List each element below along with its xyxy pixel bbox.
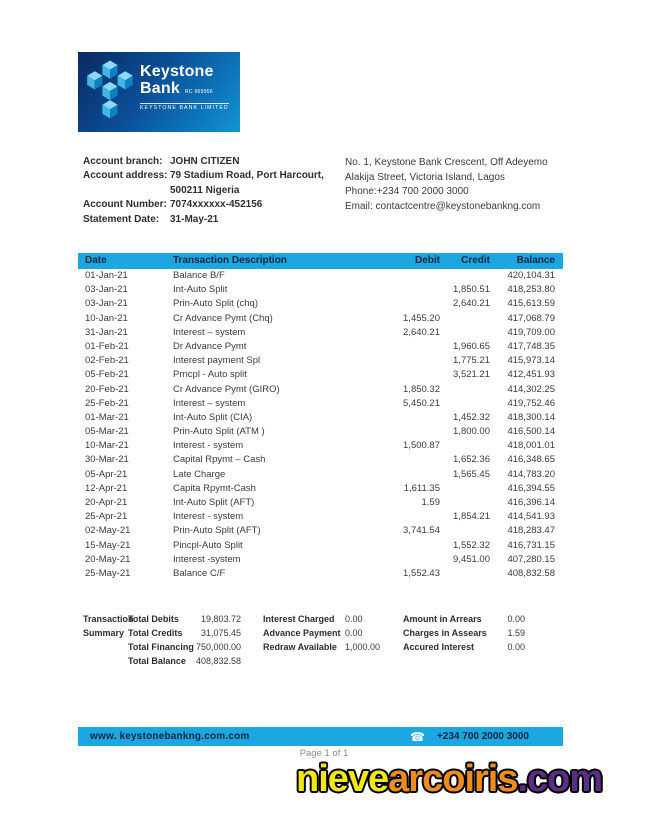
- cell-credit: 9,451.00: [453, 553, 490, 565]
- logo-subtitle: KEYSTONE BANK LIMITED: [140, 105, 229, 111]
- account-field-value: 7074xxxxxx-452156: [170, 199, 263, 211]
- summary-value: 31,075.45: [200, 628, 241, 638]
- watermark-part2: arcoiris: [388, 758, 518, 800]
- column-header-date: Date: [85, 255, 107, 266]
- bank-contact-line: No. 1, Keystone Bank Crescent, Off Adeyemo: [345, 157, 548, 168]
- page-indicator: Page 1 of 1: [299, 748, 349, 759]
- table-row: [78, 496, 563, 510]
- cell-debit: [348, 283, 440, 297]
- cell-description: Cr Advance Pymt (Chq): [173, 312, 273, 324]
- cell-balance: 416,500.14: [507, 426, 555, 438]
- cell-description: Prin-Auto Split (ATM ): [173, 426, 265, 438]
- summary-value: 408,832.58: [195, 656, 241, 666]
- cell-credit: [440, 269, 490, 283]
- cell-date: 10-Jan-21: [85, 312, 128, 324]
- cell-date: 12-Apr-21: [85, 482, 128, 494]
- cell-debit: [348, 340, 440, 354]
- transaction-table: [78, 253, 563, 581]
- cell-description: Prncpl - Auto split: [173, 369, 247, 381]
- footer-website: www. keystonebankng.com.com: [90, 731, 250, 742]
- transaction-table-header: [78, 253, 563, 269]
- cell-credit: [440, 439, 490, 453]
- cell-balance: 420,104.31: [507, 270, 555, 281]
- table-row: [78, 482, 563, 496]
- cell-credit: [440, 567, 490, 581]
- cell-date: 25-Apr-21: [85, 511, 128, 523]
- account-field-value: JOHN CITIZEN: [170, 156, 240, 167]
- account-field-label: Account Number:: [83, 199, 167, 211]
- cell-balance: 415,613.59: [507, 298, 555, 310]
- cell-date: 30-Mar-21: [85, 454, 129, 466]
- cell-description: Dr Advance Pymt: [173, 340, 247, 352]
- cell-date: 01-Jan-21: [85, 270, 128, 281]
- keystone-bank-logo: [78, 52, 240, 132]
- cell-date: 01-Feb-21: [85, 340, 129, 352]
- cell-description: Cr Advance Pymt (GIRO): [173, 383, 280, 395]
- cell-credit: 1,565.45: [453, 468, 490, 480]
- transaction-table-body: [78, 269, 563, 581]
- table-row: [78, 453, 563, 467]
- cell-debit: 5,450.21: [403, 397, 440, 409]
- watermark-part3: .com: [517, 758, 603, 800]
- cell-description: Interest payment Spl: [173, 355, 261, 367]
- cell-date: 25-Feb-21: [85, 397, 129, 409]
- summary-label: Advance Payment: [263, 628, 341, 638]
- cell-credit: 1,452.32: [453, 411, 490, 423]
- summary-value: 19,803.72: [200, 614, 241, 624]
- table-row: [78, 567, 563, 581]
- cell-debit: [348, 425, 440, 439]
- cell-debit: 1,455.20: [403, 312, 440, 324]
- bank-contact-line: Email: contactcentre@keystonebankng.com: [345, 200, 541, 212]
- telephone-icon: ☎: [410, 729, 425, 744]
- summary-value: 1.59: [507, 628, 525, 638]
- summary-title: Transaction Summary: [83, 614, 134, 638]
- summary-row: [403, 612, 525, 626]
- cell-date: 05-Apr-21: [85, 468, 128, 480]
- summary-middle-column: [263, 612, 395, 654]
- watermark-part1: nieve: [296, 758, 389, 800]
- account-field-value: 79 Stadium Road, Port Harcourt,: [170, 170, 324, 182]
- table-row: [78, 524, 563, 538]
- cell-credit: 1,960.65: [453, 340, 490, 352]
- cell-balance: 418,300.14: [507, 411, 555, 423]
- account-field-label: Account address:: [83, 170, 168, 182]
- column-header-credit: Credit: [461, 255, 490, 266]
- cell-description: Capita Rpymt-Cash: [173, 482, 256, 494]
- summary-row: [128, 626, 241, 640]
- cell-debit: [348, 297, 440, 311]
- summary-value: 0.00: [507, 642, 525, 652]
- summary-row: [128, 654, 241, 668]
- table-row: [78, 283, 563, 297]
- cell-description: Interest - system: [173, 440, 244, 452]
- account-field-label: Statement Date:: [83, 213, 160, 225]
- table-row: [78, 411, 563, 425]
- summary-label: Accured Interest: [403, 642, 475, 652]
- table-row: [78, 383, 563, 397]
- cell-date: 02-Feb-21: [85, 355, 129, 367]
- cell-balance: 416,348.65: [507, 454, 555, 466]
- cell-date: 31-Jan-21: [85, 326, 128, 338]
- cell-description: Int-Auto Split: [173, 284, 228, 296]
- cell-date: 01-Mar-21: [85, 411, 129, 423]
- cell-description: Pincpl-Auto Split: [173, 539, 243, 551]
- cell-description: Late Charge: [173, 468, 226, 480]
- cell-balance: 407,280.15: [507, 553, 555, 565]
- cell-balance: 414,541.93: [507, 511, 555, 523]
- summary-row: [128, 640, 241, 654]
- cell-credit: 1,552.32: [453, 539, 490, 551]
- cell-balance: 417,748.35: [507, 340, 555, 352]
- cell-balance: 414,783.20: [507, 468, 555, 480]
- table-row: [78, 269, 563, 283]
- logo-rc-number: RC 969956: [184, 89, 213, 95]
- account-info-row: [83, 184, 343, 198]
- account-info-row: [83, 155, 343, 169]
- cell-credit: 1,652.36: [453, 454, 490, 466]
- summary-row: [263, 626, 395, 640]
- table-row: [78, 340, 563, 354]
- cell-date: 10-Mar-21: [85, 440, 129, 452]
- cell-balance: 418,001.01: [507, 440, 555, 452]
- cell-debit: [348, 510, 440, 524]
- table-row: [78, 297, 563, 311]
- cell-credit: 1,854.21: [453, 511, 490, 523]
- cell-credit: 1,800.00: [453, 426, 490, 438]
- summary-label: Total Balance: [128, 656, 186, 666]
- cell-debit: 2,640.21: [403, 326, 440, 338]
- cell-description: Interest -system: [173, 553, 241, 565]
- table-row: [78, 425, 563, 439]
- footer-bar: [78, 727, 563, 746]
- table-row: [78, 439, 563, 453]
- cell-description: Capital Rpymt – Cash: [173, 454, 266, 466]
- cell-balance: 414,302.25: [507, 383, 555, 395]
- account-field-label: [83, 184, 170, 198]
- cell-balance: 419,752.46: [507, 397, 555, 409]
- cell-description: Interest - system: [173, 511, 244, 523]
- cell-credit: [440, 524, 490, 538]
- cell-credit: [440, 312, 490, 326]
- column-header-description: Transaction Description: [173, 255, 287, 266]
- cell-balance: 416,396.14: [507, 497, 555, 508]
- table-row: [78, 312, 563, 326]
- cell-date: 03-Jan-21: [85, 284, 128, 296]
- cell-balance: 408,832.58: [507, 567, 555, 579]
- cell-description: Interest – system: [173, 326, 246, 338]
- cell-balance: 419,709.00: [507, 326, 555, 338]
- summary-row: [403, 640, 525, 654]
- summary-right-column: [403, 612, 525, 654]
- account-field-value: 31-May-21: [170, 213, 219, 225]
- keystone-logo-cubes-icon: [82, 59, 138, 123]
- account-info-row: [83, 213, 343, 227]
- cell-description: Balance B/F: [173, 270, 225, 281]
- cell-debit: 1,552.43: [403, 567, 440, 579]
- cell-balance: 416,394.55: [507, 482, 555, 494]
- cell-date: 15-May-21: [85, 539, 131, 551]
- bank-contact-line: Phone:+234 700 2000 3000: [345, 186, 469, 198]
- cell-description: Balance C/F: [173, 567, 226, 579]
- summary-label: Total Financing: [128, 642, 194, 652]
- table-row: [78, 468, 563, 482]
- summary-row: [403, 626, 525, 640]
- cell-date: 05-Mar-21: [85, 426, 129, 438]
- cell-credit: 1,775.21: [453, 355, 490, 367]
- cell-description: Interest – system: [173, 397, 246, 409]
- summary-value: 750,000.00: [195, 642, 241, 652]
- account-field-value: 500211 Nigeria: [170, 184, 240, 196]
- account-info-row: [83, 169, 343, 183]
- summary-row: [128, 612, 241, 626]
- cell-date: 20-May-21: [85, 553, 131, 565]
- cell-debit: [348, 411, 440, 425]
- cell-debit: 1.59: [421, 497, 440, 508]
- logo-brand-line1: Keystone: [140, 63, 214, 80]
- cell-credit: 2,640.21: [453, 298, 490, 310]
- summary-label: Interest Charged: [263, 614, 335, 624]
- cell-credit: [440, 397, 490, 411]
- cell-balance: 412,451.93: [507, 369, 555, 381]
- table-row: [78, 539, 563, 553]
- cell-date: 20-Apr-21: [85, 497, 128, 508]
- cell-date: 05-Feb-21: [85, 369, 129, 381]
- logo-text-block: [140, 64, 229, 113]
- summary-row: [263, 612, 395, 626]
- summary-value: 0.00: [507, 614, 525, 624]
- table-row: [78, 397, 563, 411]
- account-info-row: [83, 198, 343, 212]
- cell-balance: 418,253.80: [507, 284, 555, 296]
- bank-contact-block: [345, 156, 585, 214]
- summary-label: Total Credits: [128, 628, 183, 638]
- summary-label: Charges in Assears: [403, 628, 487, 638]
- cell-credit: [440, 482, 490, 496]
- bank-contact-line: Alakija Street, Victoria Island, Lagos: [345, 171, 505, 183]
- footer-phone-number: +234 700 2000 3000: [436, 731, 529, 742]
- summary-label: Redraw Available: [263, 642, 337, 652]
- summary-label: Total Debits: [128, 614, 179, 624]
- cell-debit: 1,850.32: [403, 383, 440, 395]
- table-row: [78, 326, 563, 340]
- cell-debit: 3,741.54: [403, 525, 440, 537]
- cell-date: 25-May-21: [85, 567, 131, 579]
- summary-label: Amount in Arrears: [403, 614, 482, 624]
- cell-credit: 1,850.51: [453, 284, 490, 296]
- cell-description: Int-Auto Split (AFT): [173, 497, 255, 508]
- cell-debit: [348, 269, 440, 283]
- cell-debit: [348, 453, 440, 467]
- cell-balance: 415,973.14: [507, 355, 555, 367]
- cell-balance: 416,731.15: [507, 539, 555, 551]
- table-row: [78, 553, 563, 567]
- cell-description: Prin-Auto Split (AFT): [173, 525, 261, 537]
- summary-value: 0.00: [345, 628, 363, 638]
- summary-totals-column: [128, 612, 241, 668]
- table-row: [78, 354, 563, 368]
- cell-credit: [440, 326, 490, 340]
- account-info: [83, 155, 343, 227]
- cell-debit: [348, 468, 440, 482]
- cell-debit: [348, 553, 440, 567]
- cell-credit: 3,521.21: [453, 369, 490, 381]
- cell-debit: 1,500.87: [403, 440, 440, 452]
- table-row: [78, 368, 563, 382]
- summary-value: 1,000.00: [345, 642, 381, 652]
- transaction-summary: [83, 612, 553, 674]
- cell-description: Int-Auto Split (CIA): [173, 411, 253, 423]
- table-row: [78, 510, 563, 524]
- summary-row: [263, 640, 395, 654]
- cell-debit: [348, 539, 440, 553]
- cell-balance: 418,283.47: [507, 525, 555, 537]
- column-header-balance: Balance: [516, 255, 555, 266]
- cell-debit: [348, 354, 440, 368]
- cell-debit: [348, 368, 440, 382]
- cell-credit: [440, 496, 490, 510]
- cell-date: 20-Feb-21: [85, 383, 129, 395]
- summary-value: 0.00: [345, 614, 363, 624]
- logo-brand-line2: Bank: [140, 80, 180, 97]
- cell-description: Prin-Auto Split (chq): [173, 298, 259, 310]
- account-field-label: Account branch:: [83, 156, 163, 167]
- cell-credit: [440, 383, 490, 397]
- column-header-debit: Debit: [415, 255, 440, 266]
- cell-debit: 1,611.35: [403, 482, 440, 494]
- cell-date: 03-Jan-21: [85, 298, 128, 310]
- watermark-text: [296, 760, 602, 798]
- cell-balance: 417,068.79: [507, 312, 555, 324]
- cell-date: 02-May-21: [85, 525, 131, 537]
